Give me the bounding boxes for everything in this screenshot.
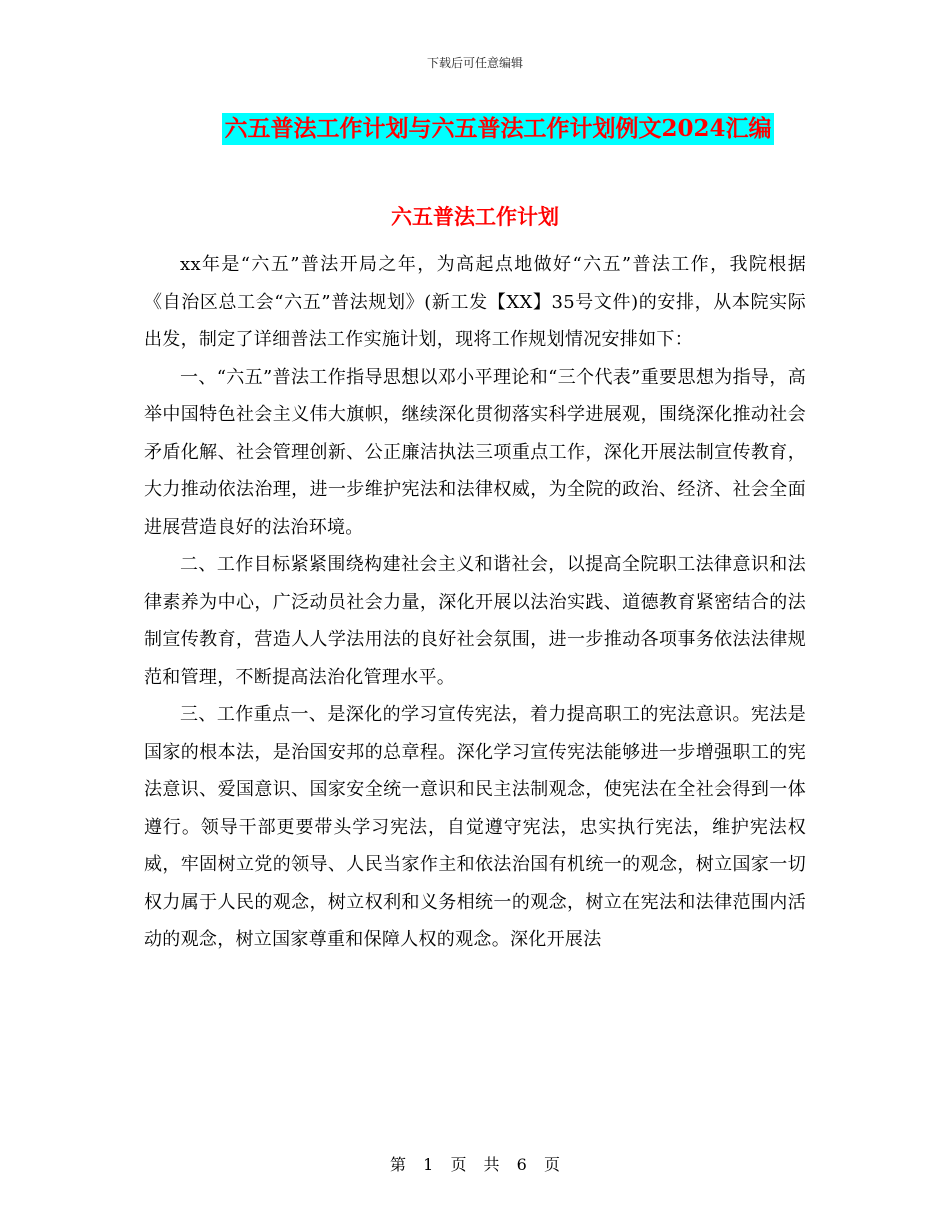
page-footer <box>0 1152 950 1175</box>
paragraph-intro: xx年是“六五”普法开局之年，为高起点地做好“六五”普法工作，我院根据《自治区总工会“六五”普法规划》(新工发【XX】35号文件)的安排，从本院实际出发，制定了详细普法工作实施计划，现将工作规划情况安排如下： <box>144 254 806 350</box>
section-title: 六五普法工作计划 <box>391 204 559 229</box>
paragraph-guiding-ideology: 一、“六五”普法工作指导思想以邓小平理论和“三个代表”重要思想为指导，高举中国特色社会主义伟大旗帜，继续深化贯彻落实科学进展观，围绕深化推动社会矛盾化解、社会管理创新、公正廉洁执法三项重点工作，深化开展法制宣传教育，大力推动依法治理，进一步维护宪法和法律权威，为全院的政治、经济、社会全面进展营造良好的法治环境。 <box>144 366 806 538</box>
document-title <box>0 113 950 145</box>
header-note: 下载后可任意编辑 <box>426 56 523 70</box>
page-label-suffix: 页 <box>543 1155 560 1174</box>
document-title-text: 六五普法工作计划与六五普法工作计划例文2024汇编 <box>222 113 773 145</box>
page-label-mid2: 共 <box>483 1155 500 1174</box>
page-label-mid1: 页 <box>450 1155 467 1174</box>
page-label-prefix: 第 <box>390 1155 407 1174</box>
document-body <box>144 246 806 959</box>
paragraph-work-goals: 二、工作目标紧紧围绕构建社会主义和谐社会，以提高全院职工法律意识和法律素养为中心，广泛动员社会力量，深化开展以法治实践、道德教育紧密结合的法制宣传教育，营造人人学法用法的良好社会氛围，进一步推动各项事务依法法律规范和管理，不断提高法治化管理水平。 <box>144 554 806 688</box>
paragraph-work-priorities: 三、工作重点一、是深化的学习宣传宪法，着力提高职工的宪法意识。宪法是国家的根本法，是治国安邦的总章程。深化学习宣传宪法能够进一步增强职工的宪法意识、爱国意识、国家安全统一意识和民主法制观念，使宪法在全社会得到一体遵行。领导干部更要带头学习宪法，自觉遵守宪法，忠实执行宪法，维护宪法权威，牢固树立党的领导、人民当家作主和依法治国有机统一的观念，树立国家一切权力属于人民的观念，树立权利和义务相统一的观念，树立在宪法和法律范围内活动的观念，树立国家尊重和保障人权的观念。深化开展法 <box>144 704 806 950</box>
page-current: 1 <box>423 1155 434 1174</box>
page-total: 6 <box>516 1155 527 1174</box>
